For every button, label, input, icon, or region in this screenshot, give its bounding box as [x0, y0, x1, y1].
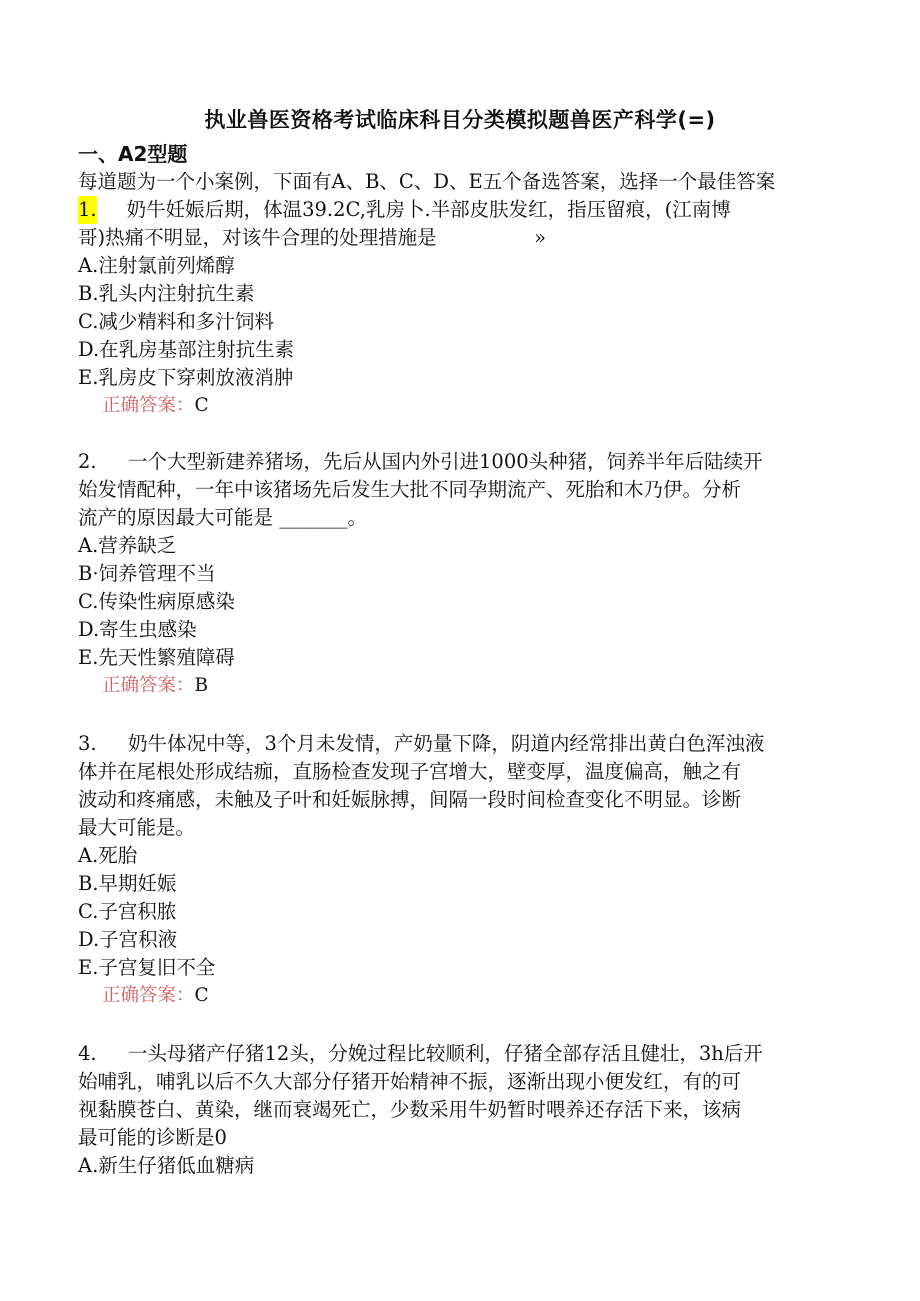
option-a: A.注射氯前列烯醇: [78, 254, 235, 277]
question-line: [78, 448, 830, 476]
question-text: 最大可能是。: [78, 816, 196, 839]
correct-answer: [78, 982, 830, 1010]
question-line: [78, 196, 830, 224]
answer-value: B: [194, 675, 209, 696]
correct-answer: [78, 392, 830, 420]
option-a: A.死胎: [78, 844, 138, 867]
question-text: 哥)热痛不明显，对该牛合理的处理措施是 »: [78, 226, 547, 249]
question-number: 4.: [78, 1042, 97, 1065]
option-e: E.子宫复旧不全: [78, 956, 216, 979]
question-1: [78, 196, 830, 420]
section-heading: 一、A2型题: [78, 142, 188, 166]
document-title: 执业兽医资格考试临床科目分类模拟题兽医产科学(=): [204, 108, 716, 132]
option-c: C.传染性病原感染: [78, 590, 235, 613]
question-number: 1.: [78, 196, 97, 224]
instructions: 每道题为一个小案例，下面有A、B、C、D、E五个备选答案，选择一个最佳答案: [78, 170, 776, 193]
question-line: [78, 730, 830, 758]
option-c: C.子宫积脓: [78, 900, 177, 923]
option-d: D.子宫积液: [78, 928, 178, 951]
option-e: E.乳房皮下穿刺放液消肿: [78, 366, 294, 389]
answer-value: C: [194, 985, 209, 1006]
question-text: 始发情配种，一年中该猪场先后发生大批不同孕期流产、死胎和木乃伊。分析: [78, 478, 742, 501]
question-4: [78, 1040, 830, 1180]
question-line: [78, 1040, 830, 1068]
question-text: 一头母猪产仔猪12头，分娩过程比较顺利，仔猪全部存活且健壮，3h后开: [128, 1042, 763, 1065]
question-number: 3.: [78, 732, 97, 755]
option-d: D.寄生虫感染: [78, 618, 197, 641]
correct-answer: [78, 672, 830, 700]
question-text: 波动和疼痛感，未触及子叶和妊娠脉搏，间隔一段时间检查变化不明显。诊断: [78, 788, 742, 811]
answer-label: 正确答案：: [102, 985, 195, 1006]
option-e: E.先天性繁殖障碍: [78, 646, 235, 669]
option-b: B·饲养管理不当: [78, 562, 216, 585]
option-a: A.新生仔猪低血糖病: [78, 1154, 255, 1177]
answer-label: 正确答案：: [102, 675, 195, 696]
option-c: C.减少精料和多汁饲料: [78, 310, 274, 333]
question-text: 奶牛体况中等，3个月未发情，产奶量下降，阴道内经常排出黄白色浑浊液: [128, 732, 765, 755]
answer-value: C: [194, 395, 209, 416]
question-text: 最可能的诊断是0: [78, 1126, 227, 1149]
question-number: 2.: [78, 450, 97, 473]
question-text: 奶牛妊娠后期，体温39.2C,乳房卜.半部皮肤发红，指压留痕，(江南博: [126, 198, 731, 221]
answer-label: 正确答案：: [102, 395, 195, 416]
option-a: A.营养缺乏: [78, 534, 177, 557]
question-text: 流产的原因最大可能是 _______。: [78, 506, 367, 529]
question-text: 视黏膜苍白、黄染，继而衰竭死亡，少数采用牛奶暂时喂养还存活下来，该病: [78, 1098, 742, 1121]
question-3: [78, 730, 830, 1010]
question-text: 始哺乳，哺乳以后不久大部分仔猪开始精神不振，逐渐出现小便发红，有的可: [78, 1070, 742, 1093]
option-b: B.乳头内注射抗生素: [78, 282, 255, 305]
option-d: D.在乳房基部注射抗生素: [78, 338, 295, 361]
question-text: 体并在尾根处形成结痂，直肠检查发现子宫增大，壁变厚，温度偏高，触之有: [78, 760, 742, 783]
option-b: B.早期妊娠: [78, 872, 177, 895]
question-2: [78, 448, 830, 700]
question-text: 一个大型新建养猪场，先后从国内外引进1000头种猪，饲养半年后陆续开: [128, 450, 763, 473]
